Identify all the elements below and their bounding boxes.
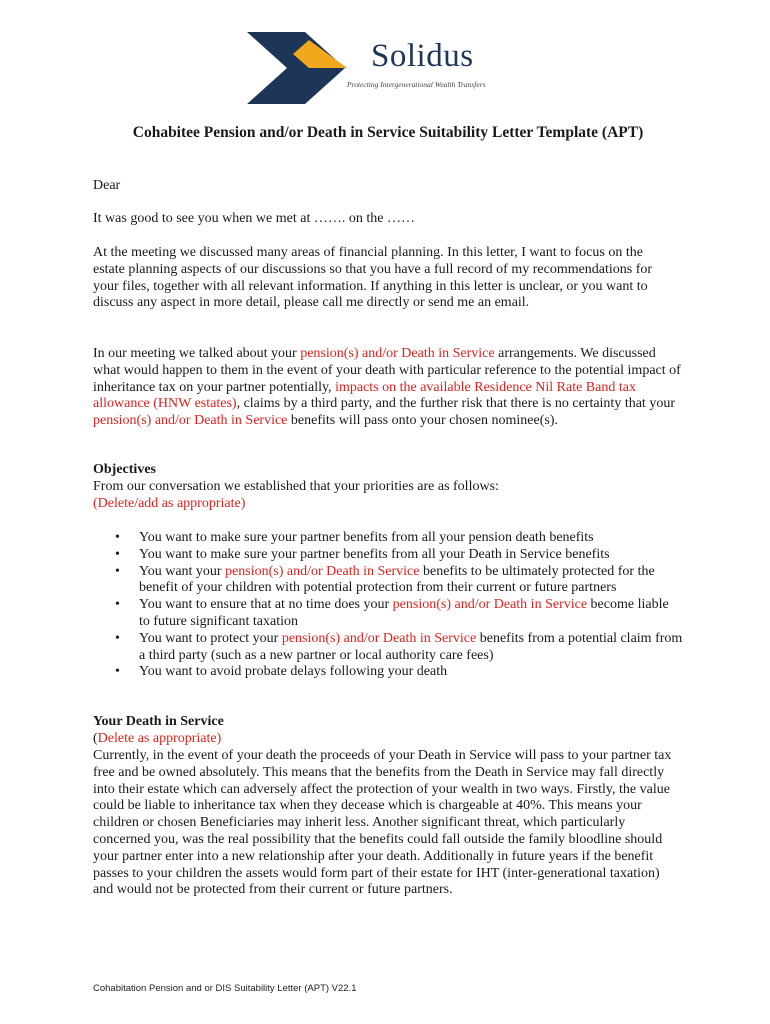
- discussion-text-2: arrangements. We discussed what would happen to them in the event of your death with particular reference to the potential impact of inheritance tax on your partner potentially,: [93, 346, 681, 395]
- list-item-text: You want to avoid probate delays following your death: [139, 664, 448, 680]
- dis-note: [93, 731, 693, 748]
- logo-tagline: Protecting Intergenerational Wealth Transfers: [347, 80, 486, 89]
- list-item-text: You want your: [139, 563, 226, 579]
- list-item: [93, 631, 683, 665]
- discussion-paragraph: [93, 346, 683, 430]
- page-footer: Cohabitation Pension and or DIS Suitability Letter (APT) V22.1: [93, 983, 357, 994]
- objectives-note: (Delete/add as appropriate): [93, 496, 246, 511]
- highlight-pension-dis: pension(s) and/or Death in Service: [392, 597, 588, 613]
- list-item-text: become liable to future significant taxation: [139, 597, 669, 629]
- discussion-text-3: , claims by a third party, and the further risk that there is no certainty that your: [236, 396, 675, 412]
- list-item-text: benefits to be ultimately protected for the benefit of your children with potential protection from their current or future partners: [139, 563, 655, 596]
- list-item-text: You want to make sure your partner benefits from all your Death in Service benefits: [139, 546, 610, 562]
- highlight-pension-dis: pension(s) and/or Death in Service: [93, 413, 288, 429]
- list-item: [93, 664, 683, 681]
- bullet-icon: •: [115, 546, 120, 562]
- intro-paragraph: At the meeting we discussed many areas of financial planning. In this letter, I want to focus on the estate planning aspects of our discussions so that you have a full record of my recommendations for your files, together with all relevant information. If anything in this letter is unclear, or you want to discuss any aspect in more detail, please call me directly or send me an email.: [93, 245, 653, 311]
- bullet-icon: •: [115, 664, 120, 680]
- highlight-pension-dis: pension(s) and/or Death in Service: [225, 563, 420, 579]
- dis-note-text: Delete as appropriate): [97, 731, 222, 746]
- list-item: [93, 547, 683, 564]
- document-title: Cohabitee Pension and/or Death in Service Suitability Letter Template (APT): [132, 124, 644, 141]
- chevron-logo-icon: [247, 32, 357, 104]
- highlight-pension-dis: pension(s) and/or Death in Service: [300, 346, 495, 361]
- salutation: Dear: [93, 178, 121, 193]
- bullet-icon: •: [115, 597, 120, 613]
- dis-note-paren: (: [93, 731, 98, 746]
- meeting-line: It was good to see you when we met at ……. on the ……: [93, 211, 415, 226]
- dis-heading: Your Death in Service: [93, 714, 224, 729]
- list-item: [93, 597, 683, 631]
- list-item-text: benefits from a potential claim from a third party (such as a new partner or local authority care fees): [139, 630, 683, 663]
- logo-wordmark: Solidus: [371, 38, 474, 74]
- highlight-pension-dis: pension(s) and/or Death in Service: [281, 630, 477, 646]
- list-item-text: You want to protect your: [139, 630, 282, 646]
- solidus-logo: [247, 32, 527, 104]
- bullet-icon: •: [115, 630, 120, 646]
- list-item: [93, 530, 683, 547]
- objectives-intro: From our conversation we established that your priorities are as follows:: [93, 479, 499, 494]
- highlight-rnrb: impacts on the available Residence Nil Rate Band tax allowance (HNW estates): [93, 379, 636, 412]
- list-item-text: You want to ensure that at no time does your: [139, 597, 393, 613]
- bullet-icon: •: [115, 530, 120, 545]
- discussion-text-1: In our meeting we talked about your: [93, 346, 301, 361]
- objectives-heading: Objectives: [93, 462, 156, 477]
- discussion-text-4: benefits will pass onto your chosen nominee(s).: [287, 413, 559, 429]
- bullet-icon: •: [115, 563, 120, 579]
- dis-paragraph: Currently, in the event of your death the proceeds of your Death in Service will pass to your partner tax free and be owned absolutely. This means that the benefits from the Death in Service may fall directly into their estate which can adversely affect the protection of your wealth in two ways. Firstly, the value could be liable to inheritance tax when they decease which is chargeable at 40%. This means your children or chosen Beneficiaries may inherit less. Another significant threat, which particularly concerned you, was the real possibility that the benefits could fall outside the family bloodline should your partner enter into a new relationship after your death. Additionally in future years if the benefit passes to your children the assets would form part of their estate for IHT (inter-generational taxation) and would not be protected from their current or future partners.: [93, 748, 672, 898]
- objectives-list: [93, 530, 683, 681]
- list-item: [93, 564, 683, 598]
- list-item-text: You want to make sure your partner benefits from all your pension death benefits: [139, 530, 594, 545]
